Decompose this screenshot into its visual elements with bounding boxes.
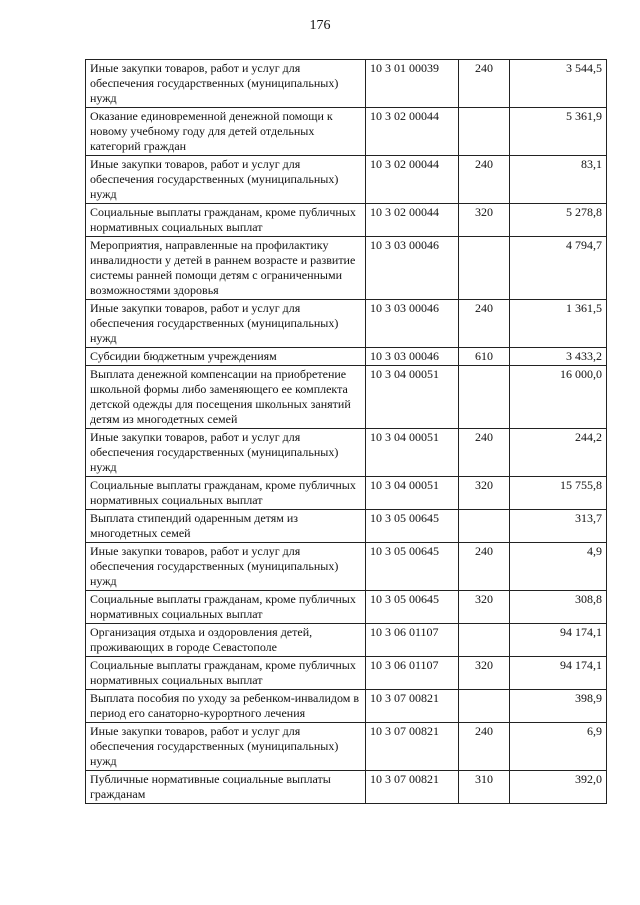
table-row <box>86 237 607 300</box>
code-cell: 10 3 03 00046 <box>366 348 459 366</box>
name-cell: Оказание единовременной денежной помощи к новому учебному году для детей отдельных категорий граждан <box>86 108 366 156</box>
code-cell: 10 3 06 01107 <box>366 624 459 657</box>
code-cell: 10 3 05 00645 <box>366 510 459 543</box>
code-cell: 10 3 02 00044 <box>366 156 459 204</box>
amount-cell: 16 000,0 <box>510 366 607 429</box>
expense-type-cell <box>459 108 510 156</box>
table-row <box>86 348 607 366</box>
table-row <box>86 108 607 156</box>
amount-cell: 5 361,9 <box>510 108 607 156</box>
amount-cell: 398,9 <box>510 690 607 723</box>
table-row <box>86 429 607 477</box>
code-cell: 10 3 07 00821 <box>366 771 459 804</box>
amount-cell: 3 544,5 <box>510 60 607 108</box>
table-row <box>86 624 607 657</box>
code-cell: 10 3 05 00645 <box>366 591 459 624</box>
table-row <box>86 366 607 429</box>
table-row <box>86 510 607 543</box>
code-cell: 10 3 04 00051 <box>366 429 459 477</box>
name-cell: Мероприятия, направленные на профилактику инвалидности у детей в раннем возрасте и развитие системы ранней помощи детям с ограниченными возможностями здоровья <box>86 237 366 300</box>
expense-type-cell: 320 <box>459 204 510 237</box>
amount-cell: 6,9 <box>510 723 607 771</box>
amount-cell: 4,9 <box>510 543 607 591</box>
expense-type-cell <box>459 510 510 543</box>
budget-table <box>85 59 607 804</box>
amount-cell: 4 794,7 <box>510 237 607 300</box>
name-cell: Социальные выплаты гражданам, кроме публичных нормативных социальных выплат <box>86 477 366 510</box>
name-cell: Субсидии бюджетным учреждениям <box>86 348 366 366</box>
name-cell: Публичные нормативные социальные выплаты гражданам <box>86 771 366 804</box>
code-cell: 10 3 01 00039 <box>366 60 459 108</box>
expense-type-cell: 240 <box>459 156 510 204</box>
amount-cell: 94 174,1 <box>510 657 607 690</box>
table-row <box>86 690 607 723</box>
code-cell: 10 3 02 00044 <box>366 108 459 156</box>
table-row <box>86 591 607 624</box>
amount-cell: 5 278,8 <box>510 204 607 237</box>
expense-type-cell <box>459 690 510 723</box>
table-row <box>86 723 607 771</box>
amount-cell: 244,2 <box>510 429 607 477</box>
code-cell: 10 3 04 00051 <box>366 366 459 429</box>
code-cell: 10 3 04 00051 <box>366 477 459 510</box>
amount-cell: 392,0 <box>510 771 607 804</box>
expense-type-cell: 240 <box>459 60 510 108</box>
amount-cell: 3 433,2 <box>510 348 607 366</box>
name-cell: Иные закупки товаров, работ и услуг для обеспечения государственных (муниципальных) нужд <box>86 543 366 591</box>
name-cell: Иные закупки товаров, работ и услуг для обеспечения государственных (муниципальных) нужд <box>86 300 366 348</box>
name-cell: Выплата денежной компенсации на приобретение школьной формы либо заменяющего ее комплекта детской одежды для посещения школьных занятий детям из многодетных семей <box>86 366 366 429</box>
name-cell: Социальные выплаты гражданам, кроме публичных нормативных социальных выплат <box>86 591 366 624</box>
expense-type-cell: 240 <box>459 723 510 771</box>
name-cell: Иные закупки товаров, работ и услуг для обеспечения государственных (муниципальных) нужд <box>86 60 366 108</box>
expense-type-cell: 240 <box>459 300 510 348</box>
table-row <box>86 657 607 690</box>
name-cell: Организация отдыха и оздоровления детей, проживающих в городе Севастополе <box>86 624 366 657</box>
expense-type-cell: 320 <box>459 591 510 624</box>
table-row <box>86 543 607 591</box>
amount-cell: 83,1 <box>510 156 607 204</box>
name-cell: Выплата пособия по уходу за ребенком-инвалидом в период его санаторно-курортного лечения <box>86 690 366 723</box>
amount-cell: 308,8 <box>510 591 607 624</box>
code-cell: 10 3 03 00046 <box>366 237 459 300</box>
name-cell: Социальные выплаты гражданам, кроме публичных нормативных социальных выплат <box>86 657 366 690</box>
expense-type-cell: 320 <box>459 657 510 690</box>
table-row <box>86 771 607 804</box>
code-cell: 10 3 06 01107 <box>366 657 459 690</box>
expense-type-cell: 240 <box>459 429 510 477</box>
amount-cell: 15 755,8 <box>510 477 607 510</box>
expense-type-cell: 310 <box>459 771 510 804</box>
name-cell: Иные закупки товаров, работ и услуг для обеспечения государственных (муниципальных) нужд <box>86 429 366 477</box>
budget-table-body <box>86 60 607 804</box>
code-cell: 10 3 05 00645 <box>366 543 459 591</box>
code-cell: 10 3 02 00044 <box>366 204 459 237</box>
code-cell: 10 3 07 00821 <box>366 690 459 723</box>
code-cell: 10 3 03 00046 <box>366 300 459 348</box>
amount-cell: 94 174,1 <box>510 624 607 657</box>
expense-type-cell: 610 <box>459 348 510 366</box>
code-cell: 10 3 07 00821 <box>366 723 459 771</box>
expense-type-cell <box>459 237 510 300</box>
table-row <box>86 156 607 204</box>
amount-cell: 1 361,5 <box>510 300 607 348</box>
table-row <box>86 60 607 108</box>
table-row <box>86 477 607 510</box>
amount-cell: 313,7 <box>510 510 607 543</box>
expense-type-cell <box>459 624 510 657</box>
page-number: 176 <box>309 18 331 33</box>
expense-type-cell <box>459 366 510 429</box>
name-cell: Иные закупки товаров, работ и услуг для обеспечения государственных (муниципальных) нужд <box>86 723 366 771</box>
table-row <box>86 204 607 237</box>
expense-type-cell: 240 <box>459 543 510 591</box>
name-cell: Выплата стипендий одаренным детям из многодетных семей <box>86 510 366 543</box>
table-row <box>86 300 607 348</box>
name-cell: Социальные выплаты гражданам, кроме публичных нормативных социальных выплат <box>86 204 366 237</box>
expense-type-cell: 320 <box>459 477 510 510</box>
name-cell: Иные закупки товаров, работ и услуг для обеспечения государственных (муниципальных) нужд <box>86 156 366 204</box>
